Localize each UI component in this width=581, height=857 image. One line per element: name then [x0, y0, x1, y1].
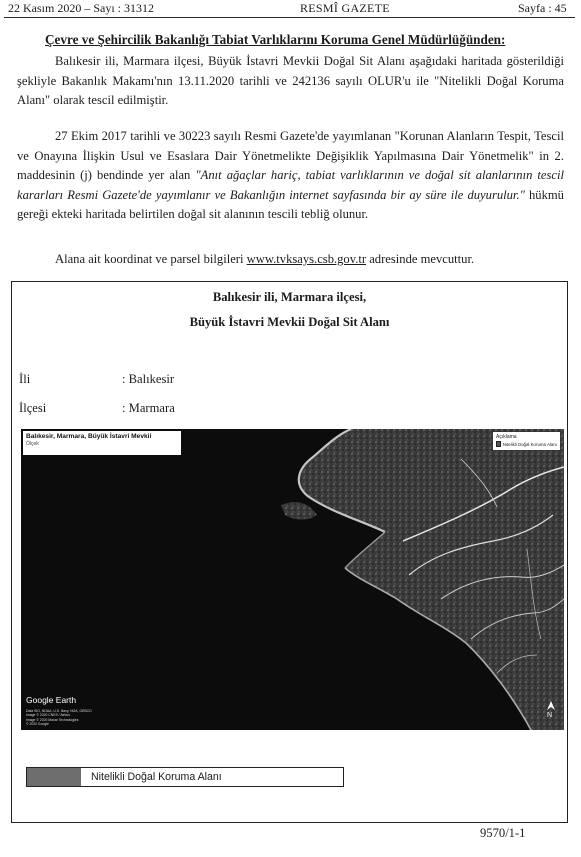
gazette-header: [0, 0, 581, 17]
district-value: : Marmara: [122, 401, 175, 415]
attribution-line: Image © 2020 CNES / Airbus: [26, 713, 70, 718]
map-scale-text: Ölçek: [26, 441, 39, 447]
paragraph-regulation-text: 27 Ekim 2017 tarihli ve 30223 sayılı Resmi Gazete'de yayımlanan "Korunan Alanların Tespit, Tescil ve Onayına İlişkin Usul ve Esaslara Dair Yönetmelikte Değişiklik Yapılmasına Dair Yönetmelik" in 2. maddesinin (j) bendinde yer alan: [17, 129, 564, 183]
attribution-line: Image © 2020 Maxar Technologies: [26, 717, 79, 722]
map-sheet-subtitle: Büyük İstavri Mevkii Doğal Sit Alanı: [189, 315, 390, 329]
google-earth-logo: Google Earth: [26, 695, 77, 705]
issuing-authority: Çevre ve Şehircilik Bakanlığı Tabiat Varlıklarını Koruma Genel Müdürlüğünden:: [45, 32, 506, 47]
paragraph-coordinates: [17, 250, 564, 270]
imagery-attribution: [26, 709, 136, 726]
north-arrow: [544, 701, 558, 723]
paragraph-regulation: [17, 127, 564, 225]
map-sheet-title: Balıkesir ili, Marmara ilçesi,: [212, 290, 367, 304]
district-label: İlçesi: [19, 401, 47, 415]
coordinates-text: Alana ait koordinat ve parsel bilgileri: [55, 252, 247, 266]
map-sheet: [11, 281, 568, 823]
north-letter: N: [547, 712, 553, 719]
province-label: İli: [19, 372, 31, 386]
province-value: : Balıkesir: [122, 372, 175, 386]
website-link[interactable]: www.tvksays.csb.gov.tr: [246, 252, 367, 266]
inset-legend-text: Nitelikli Doğal Koruma Alanı: [502, 441, 557, 447]
document-code: 9570/1-1: [480, 826, 526, 840]
paragraph-registration: Balıkesir ili, Marmara ilçesi, Büyük İstavri Mevkii Doğal Sit Alanı aşağıdaki haritada gösterildiği şekliyle Bakanlık Makamı'nın 13.11.2020 tarihli ve 242136 sayılı OLUR'u ile "Nitelikli Doğal Koruma Alanı" olarak tescil edilmiştir.: [17, 54, 564, 108]
legend-label: Nitelikli Doğal Koruma Alanı: [91, 771, 222, 783]
attribution-line: Data SIO, NOAA, U.S. Navy, NGA, GEBCO: [26, 709, 92, 713]
publication-name: RESMÎ GAZETE: [300, 1, 390, 15]
page-number: Sayfa : 45: [518, 1, 567, 15]
attribution-line: © 2020 Google: [26, 721, 49, 726]
paragraph-regulation-quote: "Anıt ağaçlar hariç, tabiat varlıklarının ve doğal sit alanlarının tescil kararları Resmi Gazete'de yayımlanır ve Bakanlığın internet sayfasında bir ay süre ile duyurulur.": [17, 168, 564, 202]
header-rule: [4, 17, 575, 18]
inset-legend-title: Açıklama: [496, 434, 517, 440]
north-arrow-icon: [546, 701, 556, 711]
legend-swatch: [27, 768, 81, 786]
inset-legend-swatch: [496, 441, 501, 447]
paragraph-regulation-end: hükmü gereği ekteki haritada belirtilen doğal sit alanının tescili tebliğ olunur.: [17, 187, 564, 222]
map-inset-legend: [493, 432, 560, 450]
map-title-label: [23, 431, 181, 455]
map-title-text: Balıkesir, Marmara, Büyük İstavri Mevkii: [26, 433, 152, 440]
issue-date: 22 Kasım 2020 – Sayı : 31312: [8, 1, 154, 15]
aerial-map: [21, 429, 564, 730]
coastline-image: [21, 429, 564, 730]
coordinates-text-end: adresinde mevcuttur.: [366, 252, 475, 266]
map-legend: [26, 767, 344, 787]
inset-legend-row: [496, 441, 557, 447]
